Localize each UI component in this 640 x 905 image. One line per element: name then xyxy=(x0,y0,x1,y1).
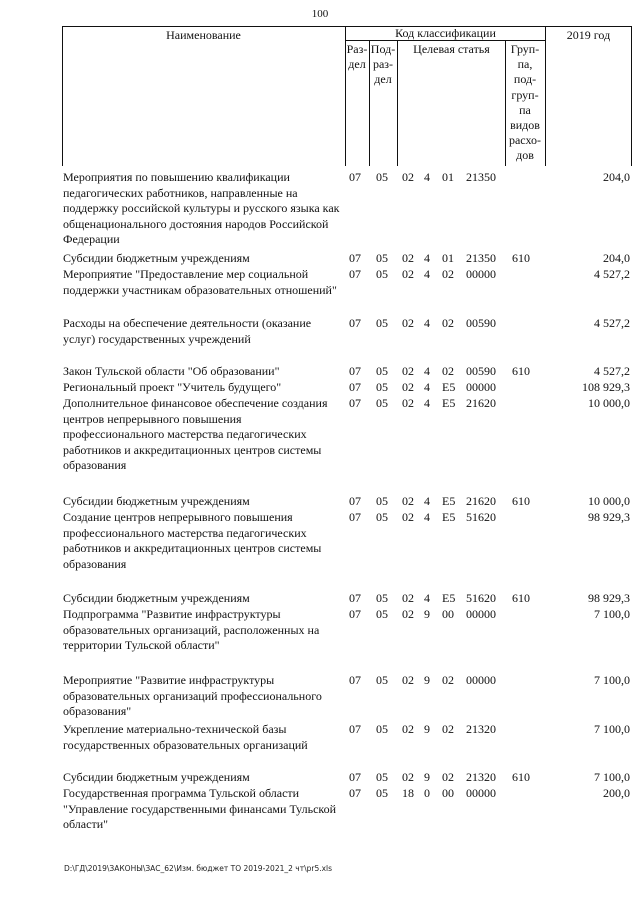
table-header xyxy=(62,26,632,166)
header-section: Раз- дел xyxy=(346,42,368,71)
header-target: Целевая статья xyxy=(413,42,490,56)
header-name: Наименование xyxy=(166,28,241,42)
header-group: Груп- па, под- груп- па видов расхо- дов xyxy=(508,42,542,163)
page-number: 100 xyxy=(311,8,329,20)
file-path-footer: D:\ГД\2019\ЗАКОНЫ\ЗАС_62\Изм. бюджет ТО 2019-2021_2 чт\pr5.xls xyxy=(64,864,333,873)
header-year: 2019 год xyxy=(566,28,611,42)
header-subsection: Под- раз- дел xyxy=(370,42,396,86)
header-code-group: Код классификации xyxy=(395,26,496,40)
